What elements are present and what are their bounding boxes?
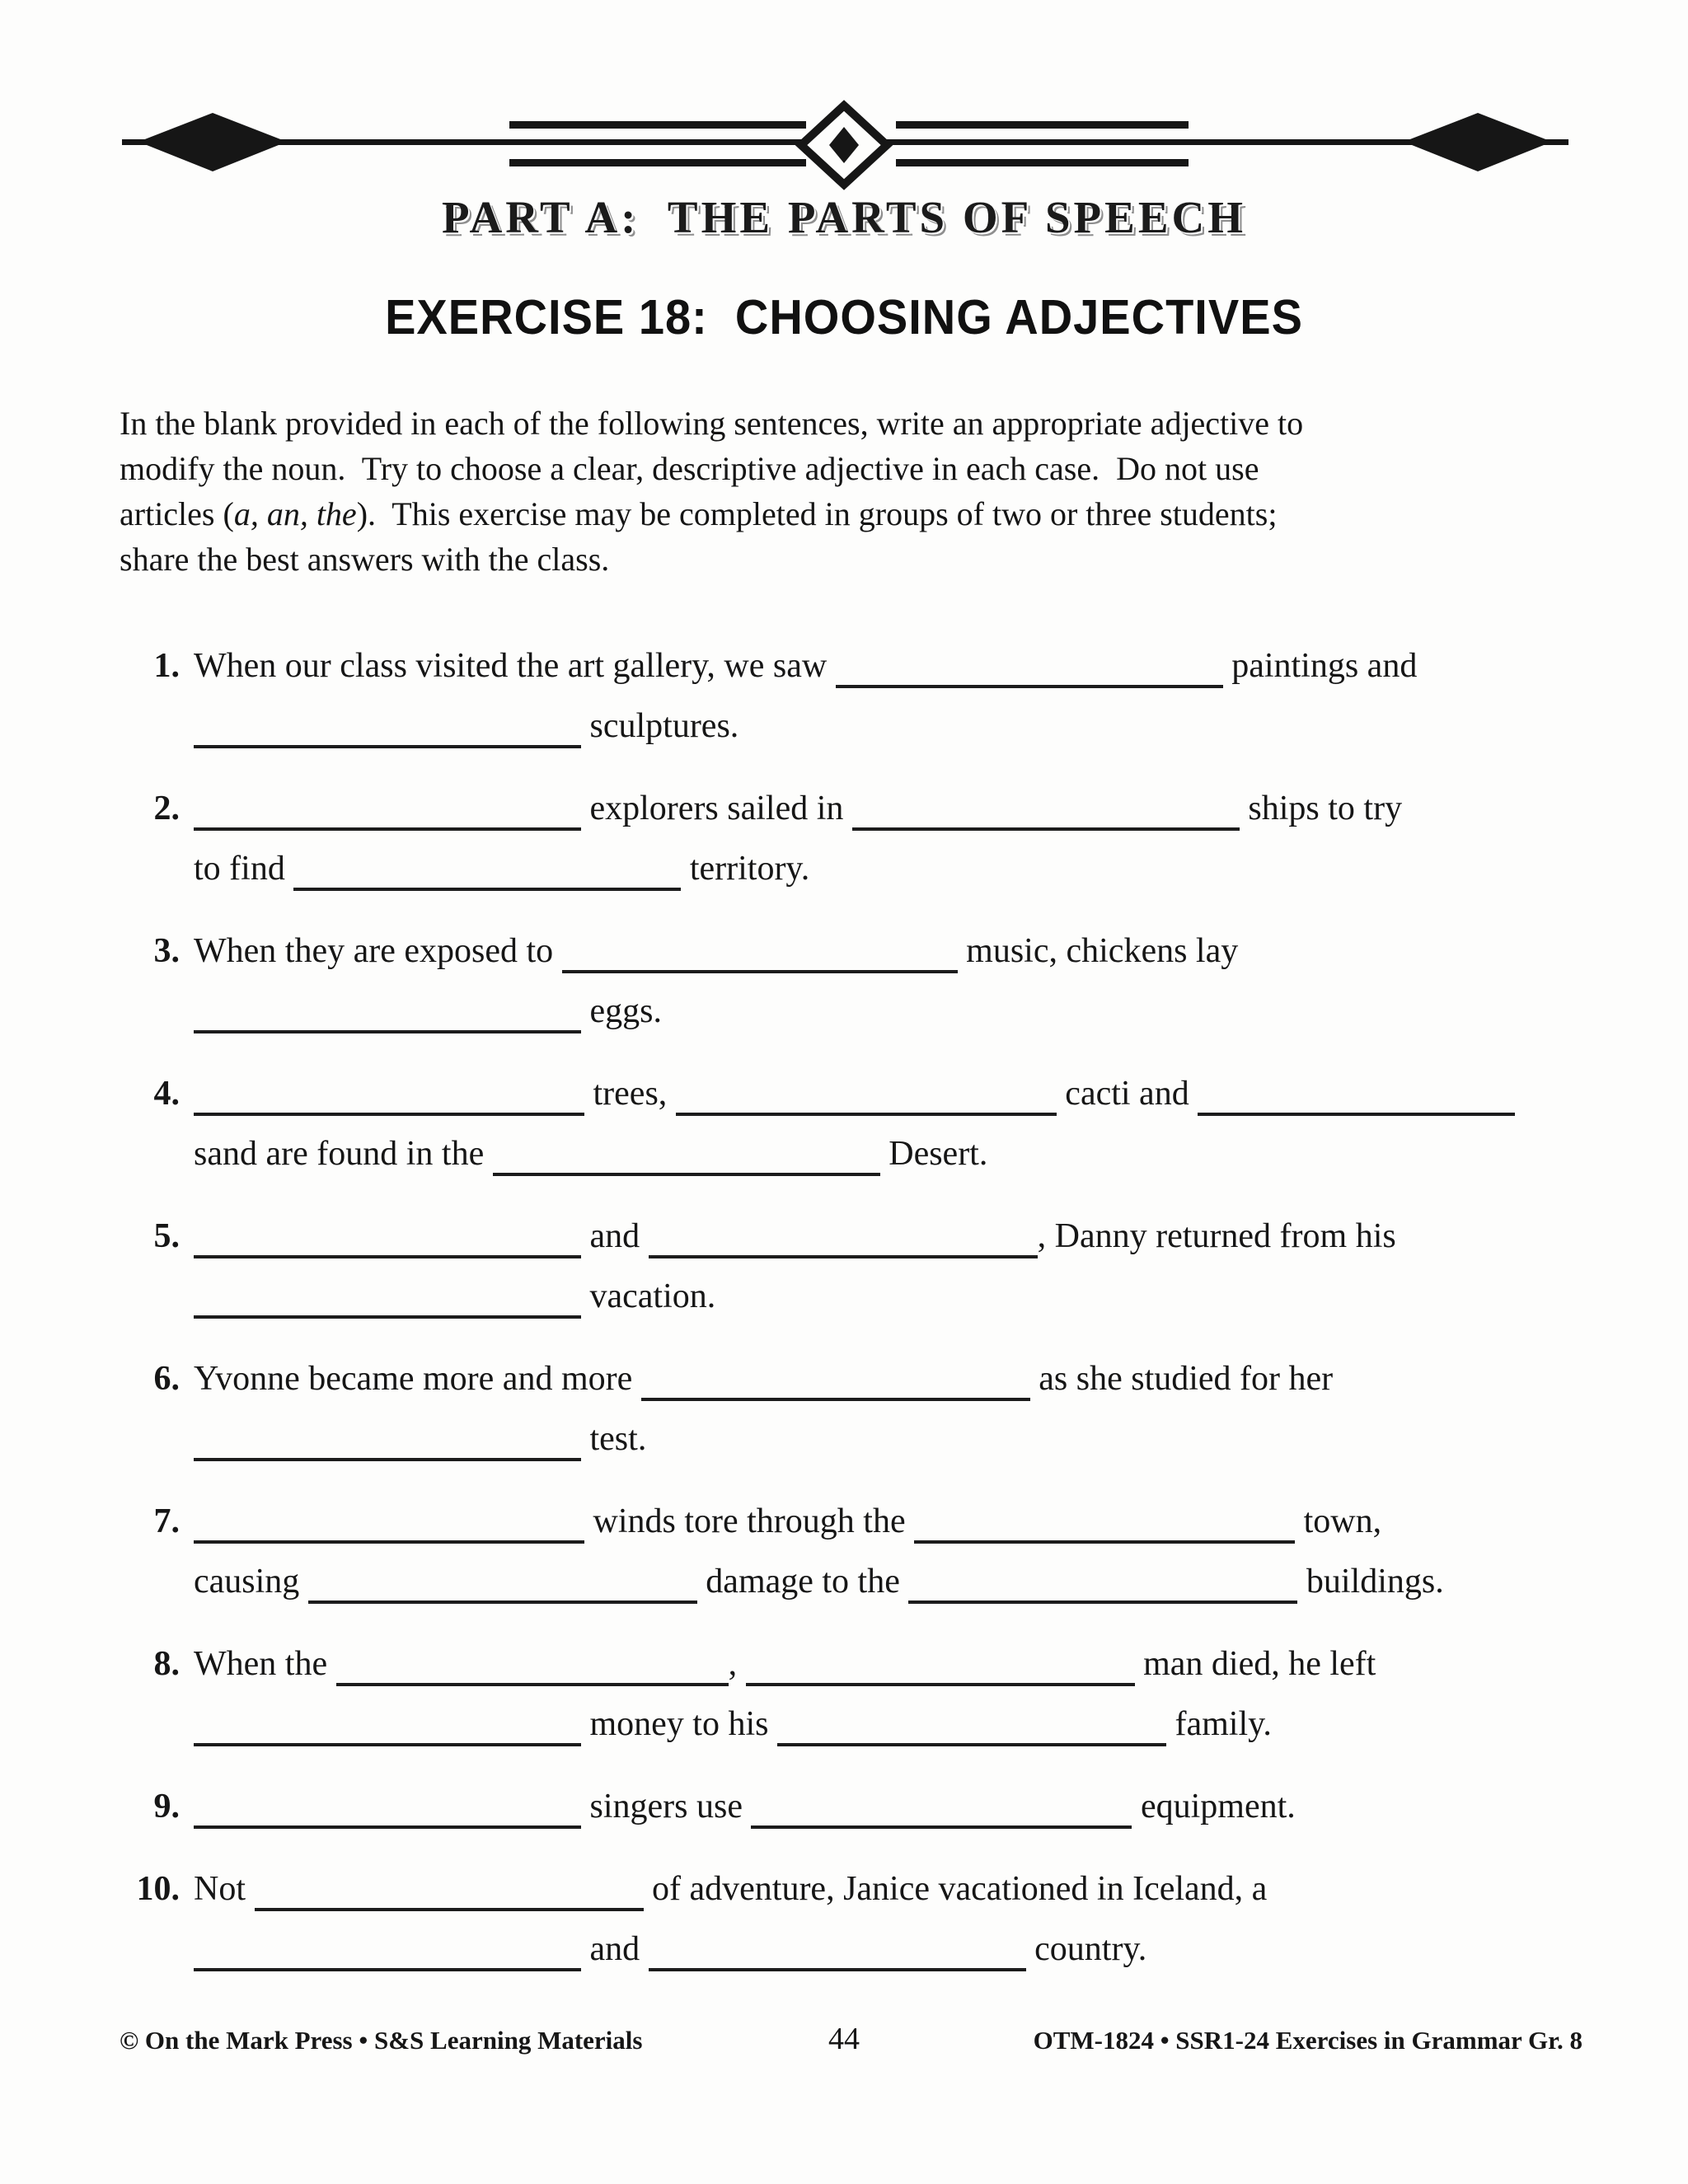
item-line (194, 1552, 1595, 1612)
instructions-line (120, 491, 1578, 537)
item-text: trees, (584, 1075, 676, 1113)
item-body (194, 1777, 1595, 1837)
item-text: and (581, 1930, 649, 1968)
item-text: share the best answers with the class. (120, 541, 610, 578)
exercise-item-7 (120, 1492, 1595, 1612)
item-number: 6. (153, 1360, 180, 1398)
answer-blank[interactable] (676, 1080, 1057, 1116)
item-text: cacti and (1056, 1075, 1198, 1113)
item-number: 7. (153, 1502, 180, 1540)
item-text: causing (194, 1563, 308, 1601)
lower-right-bar (896, 159, 1189, 166)
answer-blank[interactable] (836, 652, 1223, 688)
item-line (194, 779, 1595, 839)
item-text: eggs. (581, 992, 662, 1030)
answer-blank[interactable] (308, 1568, 697, 1604)
item-line (194, 696, 1595, 757)
item-body (194, 1634, 1595, 1755)
answer-blank[interactable] (746, 1650, 1135, 1686)
instructions (120, 401, 1578, 582)
item-number: 5. (153, 1217, 180, 1255)
item-text: sand are found in the (194, 1135, 493, 1173)
item-text: paintings and (1222, 647, 1418, 685)
item-line (194, 1124, 1595, 1184)
item-text: Desert. (879, 1135, 988, 1173)
item-line (194, 1409, 1595, 1469)
item-line (194, 636, 1595, 696)
answer-blank[interactable] (194, 1080, 584, 1116)
exercise-item-4 (120, 1064, 1595, 1184)
footer-product-code: OTM-1824 • SSR1-24 Exercises in Grammar Gr. 8 (1033, 2026, 1582, 2055)
item-line (194, 1207, 1595, 1267)
item-text: When our class visited the art gallery, we saw (194, 647, 836, 685)
item-text: and (581, 1217, 649, 1255)
answer-blank[interactable] (194, 1425, 581, 1461)
item-text: articles ( (120, 495, 234, 532)
item-text: ships to try (1239, 790, 1403, 827)
answer-blank[interactable] (751, 1793, 1132, 1829)
answer-blank[interactable] (194, 1282, 581, 1319)
item-text: vacation. (581, 1277, 716, 1315)
instructions-line (120, 446, 1578, 491)
item-text: Not (194, 1870, 255, 1908)
item-text: explorers sailed in (581, 790, 852, 827)
answer-blank[interactable] (255, 1875, 644, 1911)
item-text: music, chickens lay (957, 932, 1239, 970)
item-text: modify the noun. Try to choose a clear, descriptive adjective in each case. Do not use (120, 450, 1259, 487)
exercise-list (120, 636, 1595, 2002)
answer-blank[interactable] (194, 1793, 581, 1829)
exercise-item-1 (120, 636, 1595, 757)
answer-blank[interactable] (777, 1710, 1166, 1746)
item-text: man died, he left (1134, 1645, 1376, 1683)
item-text: damage to the (696, 1563, 909, 1601)
item-number: 2. (153, 790, 180, 827)
item-body (194, 1492, 1595, 1612)
item-text: , Danny returned from his (1037, 1217, 1396, 1255)
exercise-item-6 (120, 1349, 1595, 1469)
item-text: equipment. (1132, 1788, 1296, 1825)
item-body (194, 779, 1595, 899)
item-number: 9. (153, 1788, 180, 1825)
exercise-item-9 (120, 1777, 1595, 1837)
exercise-item-2 (120, 779, 1595, 899)
answer-blank[interactable] (194, 794, 581, 831)
item-text: , (728, 1645, 746, 1683)
item-text: to find (194, 850, 294, 888)
item-number: 8. (153, 1645, 180, 1683)
item-line (194, 1267, 1595, 1327)
item-line (194, 1349, 1595, 1409)
answer-blank[interactable] (336, 1650, 729, 1686)
page-number: 44 (828, 2022, 860, 2056)
item-text: country. (1025, 1930, 1147, 1968)
answer-blank[interactable] (194, 1507, 584, 1544)
part-heading: PART A: THE PARTS OF SPEECH (441, 192, 1247, 242)
item-text: ). This exercise may be completed in groups of two or three students; (356, 495, 1278, 532)
item-text: town, (1295, 1502, 1382, 1540)
item-text: winds tore through the (584, 1502, 915, 1540)
item-text: When they are exposed to (194, 932, 562, 970)
item-text: family. (1166, 1705, 1272, 1743)
answer-blank[interactable] (914, 1507, 1295, 1544)
item-line (194, 1777, 1595, 1837)
item-number: 1. (153, 647, 180, 685)
item-text: territory. (681, 850, 810, 888)
item-text: sculptures. (581, 707, 739, 745)
answer-blank[interactable] (641, 1365, 1030, 1401)
exercise-item-5 (120, 1207, 1595, 1327)
answer-blank[interactable] (649, 1222, 1038, 1258)
item-body (194, 1349, 1595, 1469)
instructions-line (120, 401, 1578, 446)
answer-blank[interactable] (194, 1710, 581, 1746)
item-body (194, 636, 1595, 757)
item-number: 3. (153, 932, 180, 970)
exercise-item-3 (120, 921, 1595, 1042)
answer-blank[interactable] (562, 937, 958, 973)
answer-blank[interactable] (493, 1140, 880, 1176)
item-body (194, 1207, 1595, 1327)
exercise-item-8 (120, 1634, 1595, 1755)
answer-blank[interactable] (194, 1222, 581, 1258)
decorative-divider-ornament (122, 99, 1568, 198)
item-body (194, 1859, 1595, 1980)
lower-left-bar (509, 159, 806, 166)
item-text: buildings. (1297, 1563, 1444, 1601)
item-text: When the (194, 1645, 336, 1683)
item-line (194, 1919, 1595, 1980)
item-text: money to his (581, 1705, 777, 1743)
item-line (194, 982, 1595, 1042)
item-line (194, 1694, 1595, 1755)
answer-blank[interactable] (908, 1568, 1297, 1604)
item-number: 4. (153, 1075, 180, 1113)
item-text: as she studied for her (1029, 1360, 1334, 1398)
item-line (194, 839, 1595, 899)
item-text: singers use (581, 1788, 752, 1825)
answer-blank[interactable] (1198, 1080, 1515, 1116)
answer-blank[interactable] (194, 997, 581, 1033)
exercise-heading: EXERCISE 18: CHOOSING ADJECTIVES (385, 289, 1303, 344)
item-text: test. (581, 1420, 647, 1458)
exercise-item-10 (120, 1859, 1595, 1980)
item-body (194, 921, 1595, 1042)
upper-left-bar (509, 121, 806, 129)
item-body (194, 1064, 1595, 1184)
left-diamond-icon (138, 113, 287, 171)
answer-blank[interactable] (293, 855, 681, 891)
answer-blank[interactable] (852, 794, 1240, 831)
item-text: In the blank provided in each of the following sentences, write an appropriate adjective to (120, 405, 1304, 442)
upper-right-bar (896, 121, 1189, 129)
item-line (194, 1492, 1595, 1552)
answer-blank[interactable] (194, 712, 581, 748)
item-line (194, 921, 1595, 982)
answer-blank[interactable] (194, 1935, 581, 1971)
footer-publisher: © On the Mark Press • S&S Learning Materials (120, 2026, 643, 2055)
instructions-line (120, 537, 1578, 582)
item-line (194, 1064, 1595, 1124)
item-text: Yvonne became more and more (194, 1360, 641, 1398)
item-line (194, 1859, 1595, 1919)
item-text-italic: a, an, the (233, 495, 357, 532)
answer-blank[interactable] (649, 1935, 1026, 1971)
item-line (194, 1634, 1595, 1694)
item-number: 10. (136, 1870, 180, 1908)
item-text: of adventure, Janice vacationed in Iceland, a (643, 1870, 1268, 1908)
right-diamond-icon (1404, 113, 1552, 171)
